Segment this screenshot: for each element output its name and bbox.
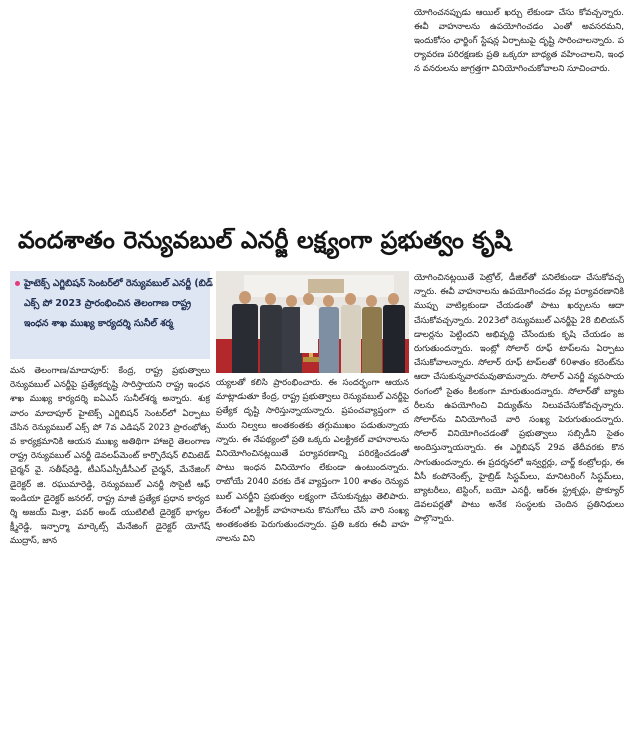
event-photo <box>216 271 409 373</box>
person-8 <box>383 293 405 373</box>
top-column-text: యోగించనప్పుడు ఆయిల్ ఖర్చు లేకుండా చేసు కోవచ్చన్నారు. ఈవీ వాహనాలను ఉపయోగించడం ఎంతో అవసరమని, ఇందుకోసం ఛార్జింగ్ స్టేషన్ల ఏర్పాటుపై దృష్టి సారించాలన్నారు. పర్యావరణ పరిరక్షణకు ప్రతి ఒక్కరూ బాధ్యత వహించాలని, ఇంధన వనరులను జాగ్రత్తగా వినియోగించుకోవాలని సూచించారు. <box>414 8 624 74</box>
person-4 <box>300 293 318 353</box>
person-3 <box>282 295 302 373</box>
person-1 <box>232 291 258 373</box>
highlight-box <box>10 271 213 359</box>
column-3-text: యోగించినట్లయితే పెట్రోల్, డీజిల్‌తో పనిలేకుండా చేసుకోవచ్చన్నారు. ఈవీ వాహనాలను ఉపయోగించడం వల్ల పర్యావరణానికి ముప్పు వాటిల్లకుండా చేయడంతో పాటు ఖర్చులను ఆదా చేసుకోవచ్చన్నారు. 2023లో రెన్యువబుల్ ఎనర్జీపై 28 బిలియన్ డాలర్లను పెట్టిందని అభివృద్ధి చేసేందుకు కృషి చేయడం జరుగుతుందన్నారు. ఇంట్లో సోలార్ రూఫ్ టాప్‌లను ఏర్పాటు చేసుకోవాలన్నారు. సోలార్ రూఫ్ టాప్‌లతో 60శాతం కరెంట్‌ను ఆదా చేసుకున్నవారమవుతామన్నారు. సోలార్ ఎనర్జీ వ్యవసాయ రంగంలో సైతం కీలకంగా మారుతుందన్నారు. సోలార్‌తో బ్యాటరీలను ఉపయోగించి విద్యుత్‌ను నిలువచేసుకోవచ్చన్నారు. సోలార్‌ను వినియోగించే వారి సంఖ్య పెరుగుతుందన్నారు. సోలార్ వినియోగించడంతో ప్రభుత్వాలు సబ్సిడీని సైతం అందిస్తున్నాయన్నారు. ఈ ఎగ్జిబిషన్ 29వ తేదీవరకు కొనసాగుతుందన్నారు. ఈ ప్రదర్శనలో ఇన్వర్టర్లు, చార్జ్ కంట్రోలర్లు, ఈవీసీ కంపోనెంట్స్, హైబ్రిడ్ సిస్టమ్‌లు, మానిటరింగ్ సిస్టమ్‌లు, బ్యాటరీలు, టెస్టింగ్, బయో ఎనర్జీ, ఆర్‌ఈ స్ట్రక్చర్లు, ప్రొక్యూర్ డెవలపర్లతో పాటు అనేక సంస్థలకు చెందిన ప్రతినిధులు పాల్గొన్నారు. <box>414 273 624 525</box>
lamp-base-icon <box>303 357 319 362</box>
column-2-text: య్యలతో కలిసి ప్రారంభించారు. ఈ సందర్భంగా ఆయన మాట్లాడుతూ కేంద్ర, రాష్ట్ర ప్రభుత్వాలు రెన్యువబుల్ ఎనర్జీపై ప్రత్యేక దృష్టి సారిస్తున్నాయన్నారు. ప్రపంచవ్యాప్తంగా చమురు నిల్వలు అంతకంతకు తగ్గుముఖం పడుతున్నాయన్నారు. ఈ నేపథ్యంలో ప్రతి ఒక్కరు ఎలక్ట్రికల్ వాహనాలను వినియోగించినట్లయితే పర్యావరణాన్ని పరిరక్షించడంతో పాటు ఇంధన వినియోగం లేకుండా ఉంటుందన్నారు. రాబోయే 2040 వరకు దేశ వ్యాప్తంగా 100 శాతం రెన్యువబుల్ ఎనర్జీని ప్రభుత్వం లక్ష్యంగా చేసుకున్నట్లు తెలిపారు. దేశంలో ఎలక్ట్రిక్ వాహనాలను కొనుగోలు చేసే వారి సంఖ్య అంతకంతకు పెరుగుతుందన్నారు. ప్రతి ఒకరు ఈవీ వాహనాలను విని <box>216 378 409 545</box>
column-1-text: మన తెలంగాణ/మాదాపూర్: కేంద్ర, రాష్ట్ర ప్రభుత్వాలు రెన్యువబుల్ ఎనర్జీపై ప్రత్యేకదృష్టి సారిస్తాయని రాష్ట్ర ఇంధన శాఖ ముఖ్య కార్యదర్శి ఐఏఎస్ సునీల్‌శర్మ అన్నారు. శుక్రవారం మాదాపూర్ హైటెక్స్ ఎగ్జిబిషన్ సెంటర్‌లో ఏర్పాటు చేసిన రెన్యువబుల్ ఎక్స్ పో 7వ ఎడిషన్ 2023 ప్రారంభోత్సవ కార్యక్రమానికి ఆయన ముఖ్య అతిథిగా హాజరై తెలంగాణ రాష్ట్ర రెన్యువబుల్ ఎనర్జీ డెవలప్‌మెంట్ కార్పొరేషన్ లిమిటెడ్ చైర్మన్ వై. సతీష్‌రెడ్డి, టీఎస్‌ఎస్పీడీసీఎల్ చైర్మన్, మేనేజింగ్ డైరెక్టర్ జి. రఘుమారెడ్డి, రెన్యువబుల్ ఎనర్జీ సొసైటీ ఆఫ్ ఇండియా డైరెక్టర్ జనరల్, రాష్ట్ర మాజీ ప్రత్యేక ప్రధాన కార్యదర్శి అజయ్ మిశ్రా, పవర్ అండ్ యుటిలిటీ డైరెక్టర్ భాగ్యలక్ష్మీరెడ్డి, ఇన్ఫార్మా మార్కెట్స్ మేనేజింగ్ డైరెక్టర్ యోగేష్ ముద్రాస్, జాన <box>10 366 210 547</box>
person-6 <box>341 293 361 373</box>
headline: వందశాతం రెన్యువబుల్ ఎనర్జీ లక్ష్యంగా ప్రభుత్వం కృషి <box>18 226 512 254</box>
person-2 <box>260 293 282 373</box>
highlight-text: హైటెక్స్ ఎగ్జిబిషన్ సెంటర్‌లో రెన్యువబుల్ ఎనర్జీ (బిడ్ ఎక్స్ పో 2023 ప్రారంభించిన తెలంగాణ రాష్ట్ర ఇంధన శాఖ ముఖ్య కార్యదర్శి సునీల్ శర్మ <box>24 278 213 329</box>
person-5 <box>319 295 339 373</box>
person-7 <box>362 295 382 373</box>
photo-banner-accent <box>308 279 344 293</box>
